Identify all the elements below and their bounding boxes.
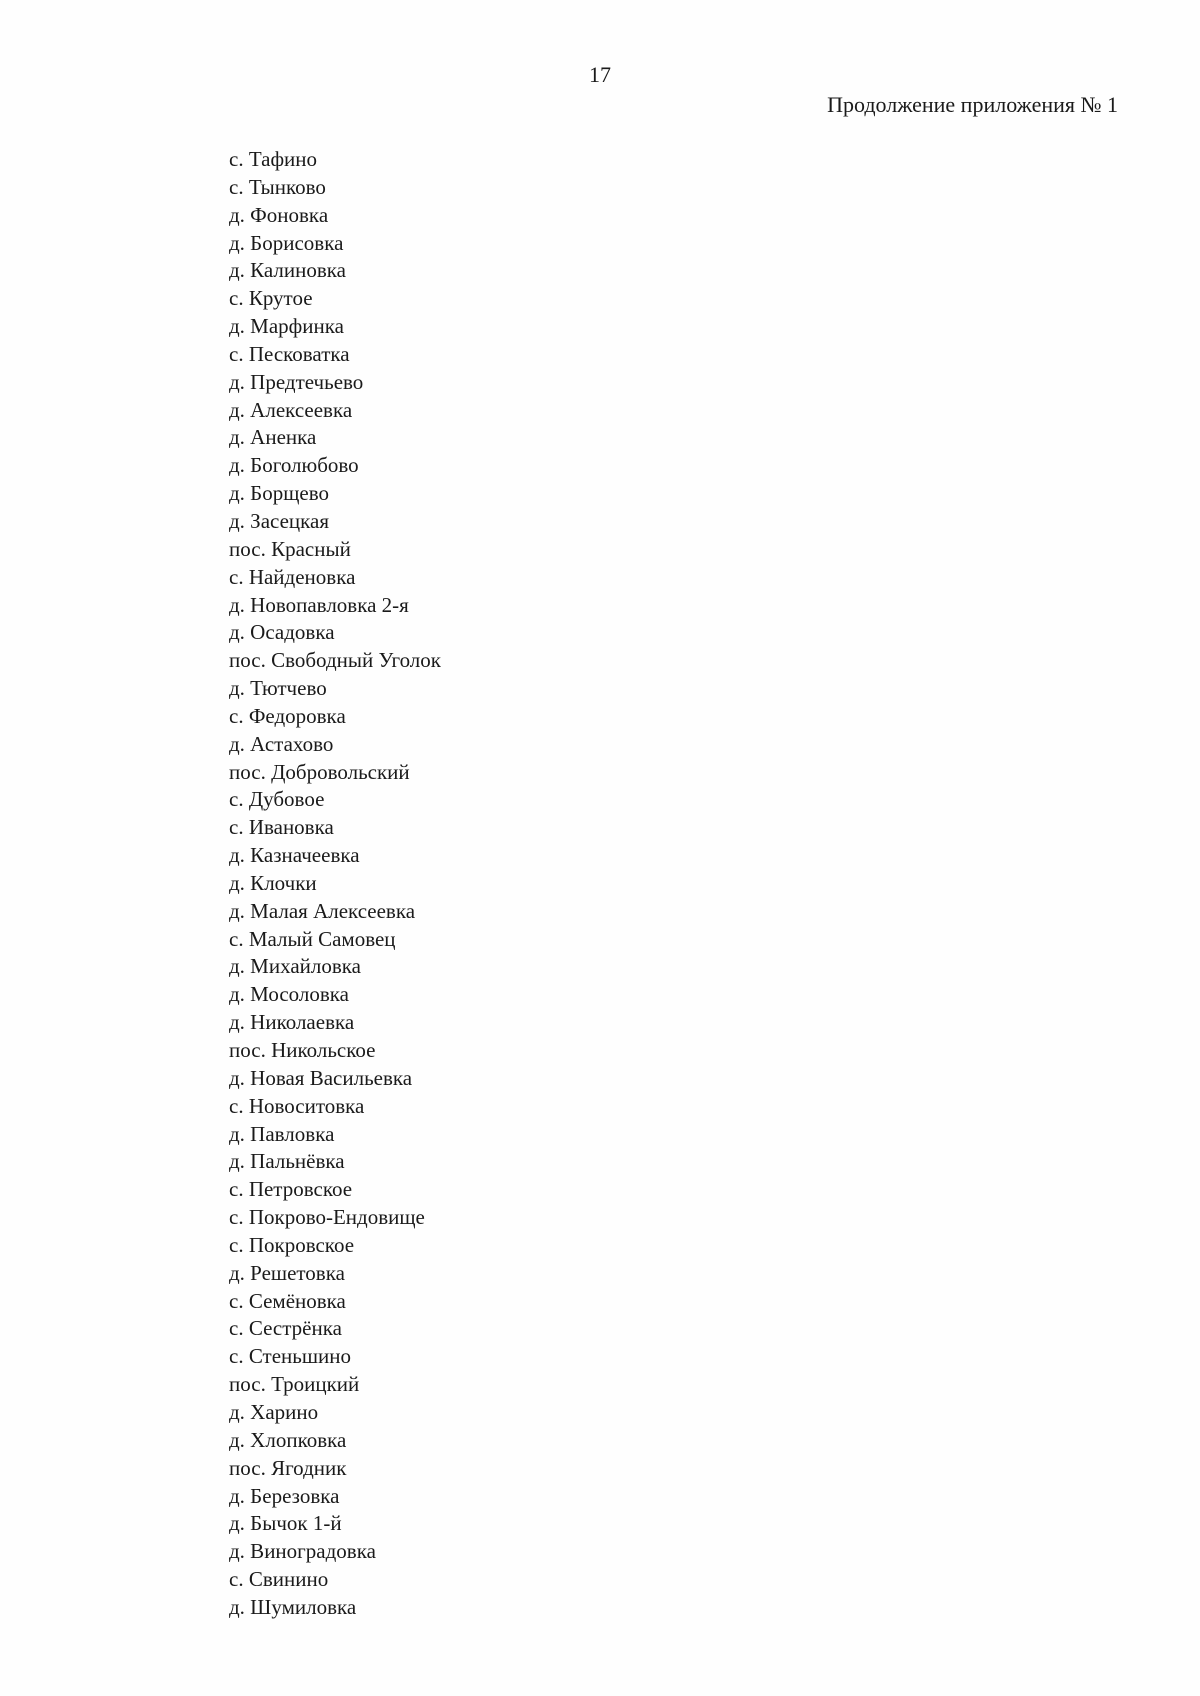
settlement-item: пос. Троицкий <box>229 1372 360 1397</box>
settlement-item: с. Петровское <box>229 1177 353 1202</box>
settlement-item: пос. Красный <box>229 536 351 561</box>
settlement-item: д. Борщево <box>229 481 330 506</box>
settlement-item: с. Найденовка <box>229 564 356 589</box>
settlement-item: с. Стеньшино <box>229 1344 352 1369</box>
settlement-item: д. Николаевка <box>229 1010 355 1035</box>
settlement-item: пос. Добровольский <box>229 759 410 784</box>
settlement-item: д. Бычок 1-й <box>229 1511 342 1536</box>
settlement-item: пос. Свободный Уголок <box>229 648 441 673</box>
settlement-item: д. Фоновка <box>229 202 329 227</box>
settlement-item: с. Семёновка <box>229 1288 346 1313</box>
settlement-item: с. Свинино <box>229 1567 329 1592</box>
settlement-item: д. Калиновка <box>229 258 346 283</box>
settlement-item: д. Пальнёвка <box>229 1149 345 1174</box>
settlement-item: с. Крутое <box>229 286 313 311</box>
settlement-item: д. Новая Васильевка <box>229 1065 413 1090</box>
settlement-item: пос. Никольское <box>229 1038 376 1062</box>
settlement-item: с. Ивановка <box>229 815 334 840</box>
settlement-item: д. Алексеевка <box>229 397 353 422</box>
settlement-item: с. Покрово-Ендовище <box>229 1205 425 1230</box>
settlement-item: д. Решетовка <box>229 1260 345 1285</box>
settlement-item: д. Павловка <box>229 1121 335 1146</box>
appendix-continuation-header: Продолжение приложения № 1 <box>827 92 1118 117</box>
settlement-item: д. Осадовка <box>229 620 335 645</box>
settlement-item: с. Песковатка <box>229 341 350 366</box>
settlement-item: с. Дубовое <box>229 787 325 812</box>
settlement-item: д. Хлопковка <box>229 1427 347 1452</box>
settlement-item: д. Малая Алексеевка <box>229 898 416 923</box>
settlement-item: с. Федоровка <box>229 703 346 728</box>
settlement-item: д. Боголюбово <box>229 453 359 478</box>
settlement-item: д. Аненка <box>229 425 317 450</box>
settlement-item: д. Харино <box>229 1399 319 1424</box>
settlement-item: д. Марфинка <box>229 314 344 339</box>
settlement-item: с. Новоситовка <box>229 1093 365 1118</box>
settlement-item: с. Сестрёнка <box>229 1316 342 1341</box>
settlement-item: д. Шумиловка <box>229 1594 357 1619</box>
settlement-item: д. Борисовка <box>229 230 344 255</box>
settlement-item: д. Виноградовка <box>229 1539 376 1564</box>
settlement-item: д. Новопавловка 2-я <box>229 592 409 617</box>
settlement-item: д. Предтечьево <box>229 369 364 394</box>
settlement-item: с. Малый Самовец <box>229 926 396 951</box>
settlement-item: пос. Ягодник <box>229 1455 347 1480</box>
settlement-item: с. Тафино <box>229 147 318 171</box>
settlement-item: д. Засецкая <box>229 508 330 533</box>
settlement-item: д. Михайловка <box>229 954 361 979</box>
settlement-item: д. Клочки <box>229 870 317 895</box>
settlement-list <box>229 146 441 1622</box>
page-number: 17 <box>589 62 611 87</box>
settlement-item: с. Тынково <box>229 174 326 199</box>
settlement-item: с. Покровское <box>229 1232 355 1257</box>
settlement-item: д. Тютчево <box>229 676 327 701</box>
settlement-item: д. Березовка <box>229 1483 340 1508</box>
settlement-item: д. Астахово <box>229 731 334 756</box>
settlement-item: д. Мосоловка <box>229 982 350 1007</box>
settlement-item: д. Казначеевка <box>229 843 360 868</box>
